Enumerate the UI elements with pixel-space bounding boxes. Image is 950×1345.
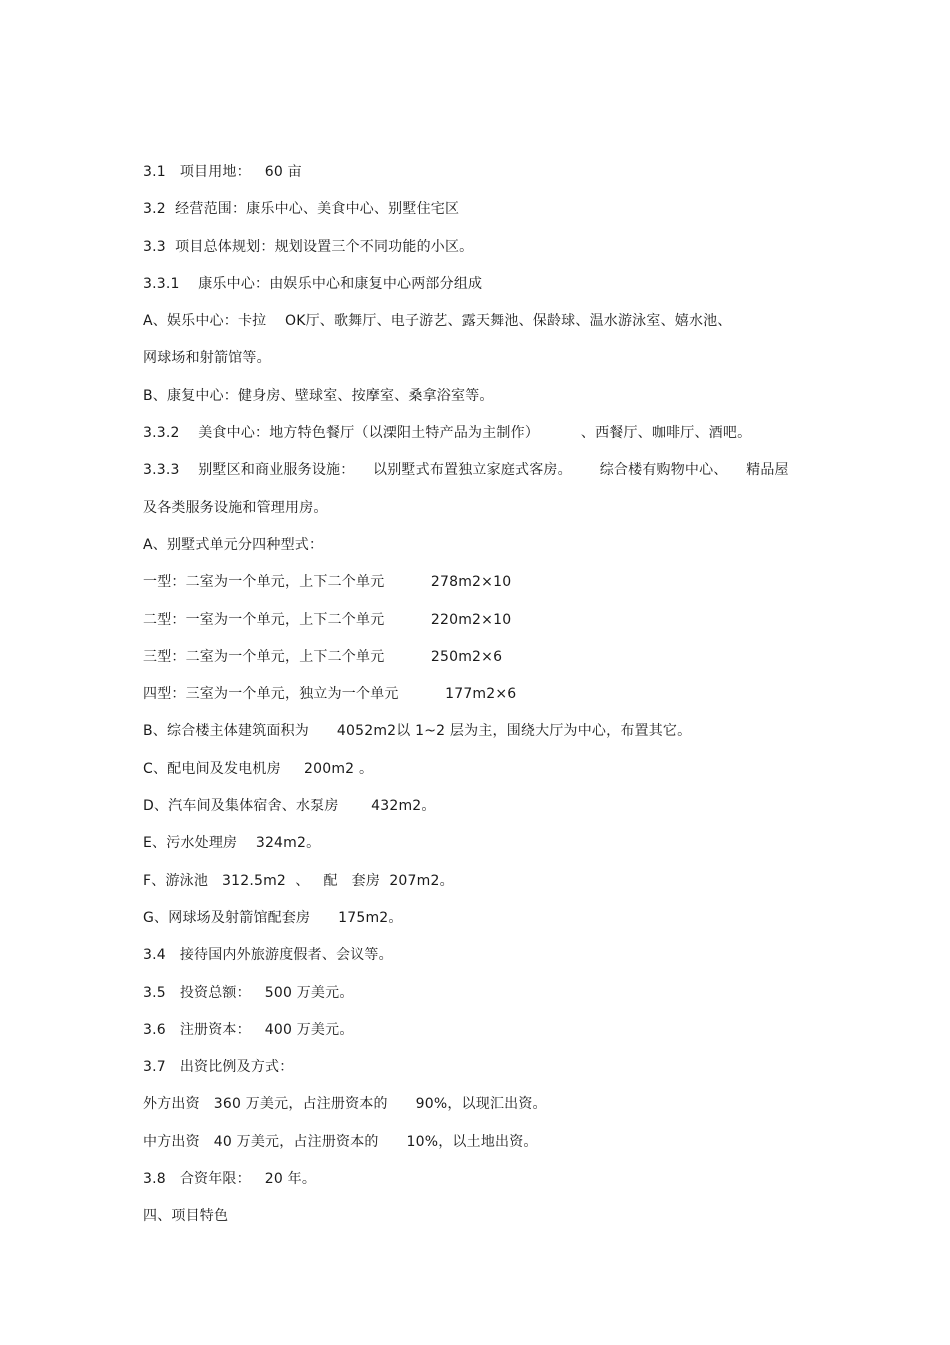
text-line: F、游泳池 312.5m2 、 配 套房 207m2。 (143, 872, 454, 889)
text-line: 3.3.1 康乐中心：由娱乐中心和康复中心两部分组成 (143, 275, 483, 292)
text-line: 及各类服务设施和管理用房。 (143, 499, 328, 516)
text-line: 四、项目特色 (143, 1208, 229, 1225)
text-line: 3.4 接待国内外旅游度假者、会议等。 (143, 947, 393, 964)
text-line: A、娱乐中心：卡拉 OK厅、歌舞厅、电子游艺、露天舞池、保龄球、温水游泳室、嬉水池、 (143, 313, 732, 330)
text-line: 3.1 项目用地： 60 亩 (143, 164, 302, 180)
text-line: 二型：一室为一个单元，上下二个单元 220m2×10 (143, 611, 512, 628)
text-line: 中方出资 40 万美元，占注册资本的 10%，以土地出资。 (143, 1133, 538, 1150)
document-body (143, 160, 823, 1242)
text-line: 3.2 经营范围：康乐中心、美食中心、别墅住宅区 (143, 201, 460, 218)
text-line: 三型：二室为一个单元，上下二个单元 250m2×6 (143, 648, 503, 665)
text-line: C、配电间及发电机房 200m2 。 (143, 760, 374, 777)
text-line: 3.3.3 别墅区和商业服务设施： 以别墅式布置独立家庭式客房。 综合楼有购物中心、 精品屋 (143, 462, 789, 479)
text-line: 3.8 合资年限： 20 年。 (143, 1171, 317, 1188)
text-line: 3.3 项目总体规划：规划设置三个不同功能的小区。 (143, 238, 474, 255)
text-line: 外方出资 360 万美元，占注册资本的 90%，以现汇出资。 (143, 1096, 547, 1113)
text-line: E、污水处理房 324m2。 (143, 835, 321, 852)
text-line: 3.3.2 美食中心：地方特色餐厅（以溧阳土特产品为主制作） 、西餐厅、咖啡厅、酒吧。 (143, 425, 752, 442)
text-line: G、网球场及射箭馆配套房 175m2。 (143, 909, 403, 926)
text-line: 网球场和射箭馆等。 (143, 350, 271, 367)
text-line: 3.6 注册资本： 400 万美元。 (143, 1021, 354, 1038)
text-line: A、别墅式单元分四种型式： (143, 536, 324, 553)
text-line: B、康复中心：健身房、壁球室、按摩室、桑拿浴室等。 (143, 387, 494, 404)
text-line: B、综合楼主体建筑面积为 4052m2以 1~2 层为主，围绕大厅为中心，布置其它。 (143, 723, 692, 740)
text-line: D、汽车间及集体宿舍、水泵房 432m2。 (143, 798, 436, 815)
text-line: 四型：三室为一个单元，独立为一个单元 177m2×6 (143, 686, 517, 703)
text-line: 3.5 投资总额： 500 万美元。 (143, 984, 354, 1001)
text-line: 一型：二室为一个单元，上下二个单元 278m2×10 (143, 574, 512, 591)
text-line: 3.7 出资比例及方式： (143, 1059, 294, 1076)
